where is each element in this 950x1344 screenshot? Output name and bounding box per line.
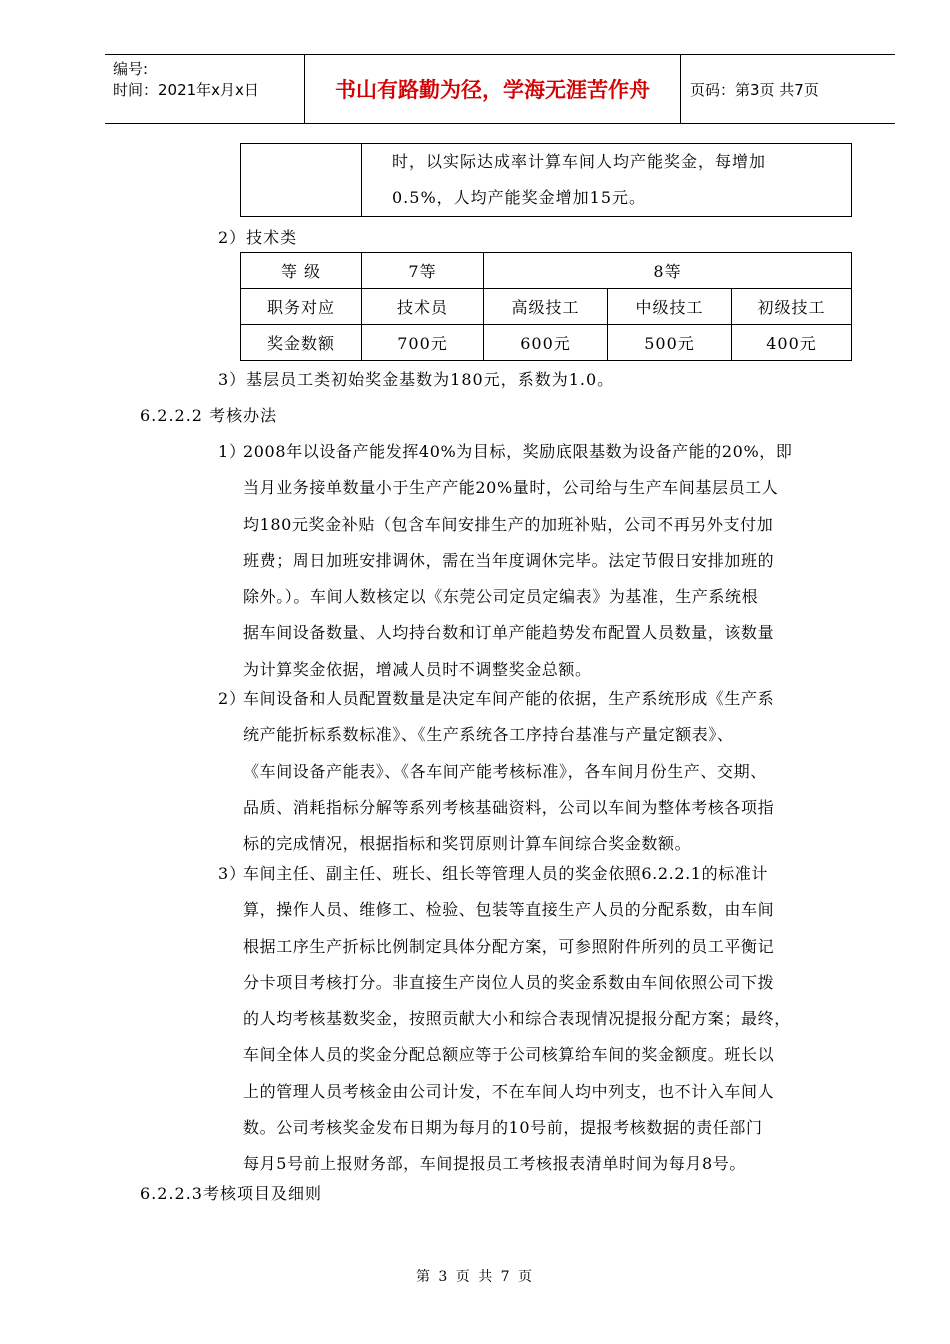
document-number-label: 编号: xyxy=(113,60,149,78)
paragraph-line: 数。公司考核奖金发布日期为每月的10号前，提报考核数据的责任部门 xyxy=(243,1118,763,1138)
item-3-paragraph xyxy=(243,856,855,1183)
header-page-label: 页码：第3页 共7页 xyxy=(690,80,819,99)
table-row xyxy=(241,253,852,289)
table-cell: 700元 xyxy=(362,325,484,361)
table-cell: 职务对应 xyxy=(241,289,362,325)
table-cell: 初级技工 xyxy=(732,289,852,325)
table-cell: 600元 xyxy=(484,325,608,361)
table-cell: 400元 xyxy=(732,325,852,361)
table-cell: 500元 xyxy=(608,325,732,361)
table-cell: 奖金数额 xyxy=(241,325,362,361)
paragraph-line: 算，操作人员、维修工、检验、包装等直接生产人员的分配系数，由车间 xyxy=(243,900,775,920)
table-cell: 7等 xyxy=(362,253,484,289)
table-row xyxy=(241,289,852,325)
table-cell: 中级技工 xyxy=(608,289,732,325)
continued-table xyxy=(240,143,852,217)
page-footer: 第 3 页 共 7 页 xyxy=(415,1269,535,1285)
table-cell: 技术员 xyxy=(362,289,484,325)
continued-line-1: 时，以实际达成率计算车间人均产能奖金，每增加 xyxy=(392,152,767,171)
paragraph-line: 标的完成情况，根据指标和奖罚原则计算车间综合奖金数额。 xyxy=(243,834,692,854)
section-6223-title: 6.2.2.3考核项目及细则 xyxy=(140,1184,322,1203)
paragraph-line: 据车间设备数量、人均持台数和订单产能趋势发布配置人员数量，该数量 xyxy=(243,623,775,643)
paragraph-line: 统产能折标系数标准》、《生产系统各工序持台基准与产量定额表》、 xyxy=(243,725,734,745)
table-cell: 8等 xyxy=(484,253,852,289)
paragraph-line: 除外。）。车间人数核定以《东莞公司定员定编表》为基准，生产系统根 xyxy=(243,587,759,607)
paragraph-line: 班费；周日加班安排调休，需在当年度调休完毕。法定节假日安排加班的 xyxy=(243,550,775,570)
page-header xyxy=(105,54,895,124)
table-row xyxy=(241,325,852,361)
item-2-paragraph xyxy=(243,681,855,862)
paragraph-line: 品质、消耗指标分解等系列考核基础资料，公司以车间为整体考核各项指 xyxy=(243,797,775,817)
paragraph-line: 当月业务接单数量小于生产产能20%量时，公司给与生产车间基层员工人 xyxy=(243,478,779,498)
empty-cell xyxy=(241,144,362,217)
table-cell: 等 级 xyxy=(241,253,362,289)
item-3-number: 3） xyxy=(218,864,247,883)
paragraph-line: 分卡项目考核打分。非直接生产岗位人员的奖金系数由车间依照公司下拨 xyxy=(243,972,775,992)
header-motto: 书山有路勤为径，学海无涯苦作舟 xyxy=(305,55,681,123)
paragraph-line: 每月5号前上报财务部，车间提报员工考核报表清单时间为每月8号。 xyxy=(243,1154,746,1174)
continued-cell xyxy=(362,144,852,217)
header-meta xyxy=(105,55,305,123)
item-2-number: 2） xyxy=(218,689,247,708)
paragraph-line: 车间设备和人员配置数量是决定车间产能的依据，生产系统形成《生产系 xyxy=(243,689,775,708)
table-cell: 高级技工 xyxy=(484,289,608,325)
paragraph-line: 的人均考核基数奖金，按照贡献大小和综合表现情况提报分配方案；最终， xyxy=(243,1009,791,1029)
paragraph-line: 为计算奖金依据，增减人员时不调整奖金总额。 xyxy=(243,659,592,679)
paragraph-line: 根据工序生产折标比例制定具体分配方案，可参照附件所列的员工平衡记 xyxy=(243,936,775,956)
document-time-label: 时间：2021年x月x日 xyxy=(113,81,259,99)
paragraph-line: 《车间设备产能表》、《各车间产能考核标准》，各车间月份生产、交期、 xyxy=(243,761,767,781)
technical-bonus-table xyxy=(240,252,852,361)
technical-heading: 2）技术类 xyxy=(218,228,298,247)
paragraph-line: 车间全体人员的奖金分配总额应等于公司核算给车间的奖金额度。班长以 xyxy=(243,1045,775,1065)
item-1-paragraph xyxy=(243,434,855,688)
paragraph-line: 车间主任、副主任、班长、组长等管理人员的奖金依照6.2.2.1的标准计 xyxy=(243,864,768,883)
continued-line-2: 0.5%，人均产能奖金增加15元。 xyxy=(392,188,647,207)
paragraph-line: 均180元奖金补贴（包含车间安排生产的加班补贴，公司不再另外支付加 xyxy=(243,514,774,534)
paragraph-line: 上的管理人员考核金由公司计发，不在车间人均中列支，也不计入车间人 xyxy=(243,1081,775,1101)
item-1-number: 1） xyxy=(218,442,247,461)
basic-staff-line: 3）基层员工类初始奖金基数为180元，系数为1.0。 xyxy=(218,370,615,389)
paragraph-line: 2008年以设备产能发挥40%为目标，奖励底限基数为设备产能的20%，即 xyxy=(243,442,793,461)
section-6222-title: 6.2.2.2 考核办法 xyxy=(140,406,278,425)
